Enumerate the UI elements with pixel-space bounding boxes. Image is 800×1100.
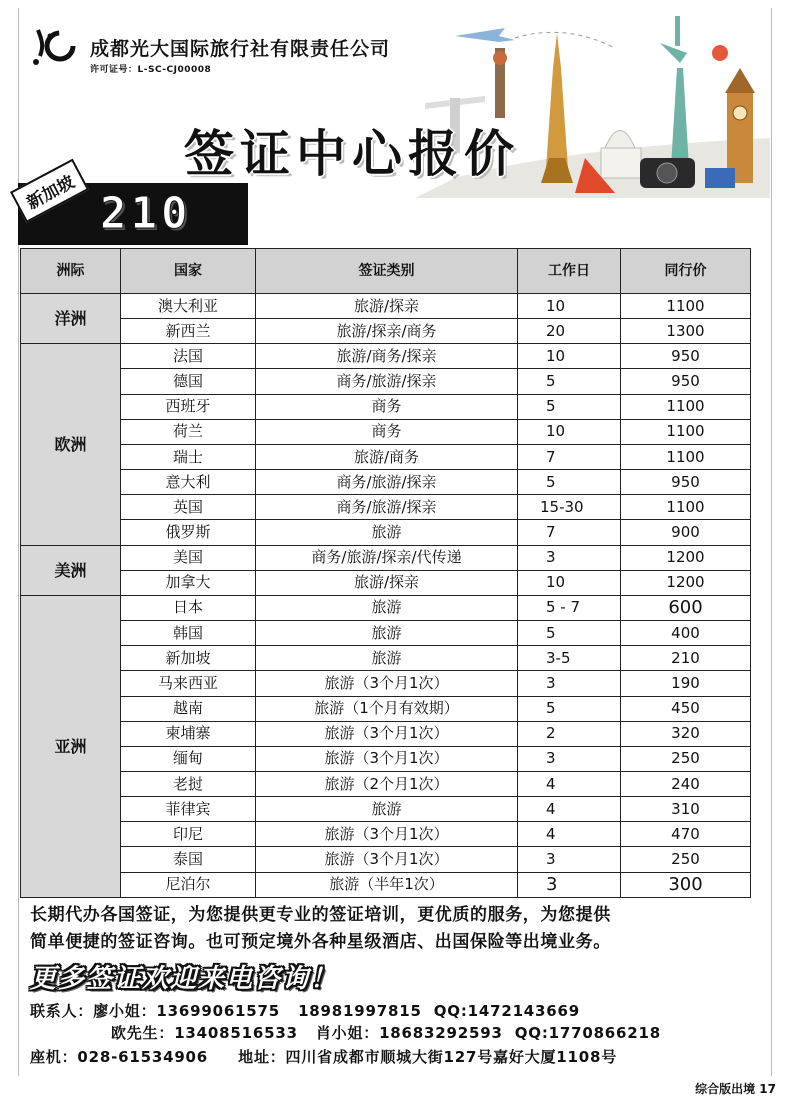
workdays-cell: 3 xyxy=(518,847,621,872)
header-price: 同行价 xyxy=(621,249,751,294)
visa-type-cell: 旅游 xyxy=(256,621,518,646)
price-cell: 250 xyxy=(621,746,751,771)
price-cell: 470 xyxy=(621,822,751,847)
price-cell: 240 xyxy=(621,771,751,796)
table-row xyxy=(21,470,751,495)
price-cell: 1100 xyxy=(621,394,751,419)
table-row xyxy=(21,444,751,469)
header-continent: 洲际 xyxy=(21,249,121,294)
page-footer: 综合版出境 17 xyxy=(695,1082,776,1096)
price-cell: 900 xyxy=(621,520,751,545)
visa-type-cell: 商务 xyxy=(256,419,518,444)
table-row xyxy=(21,771,751,796)
workdays-cell: 5 xyxy=(518,394,621,419)
table-row xyxy=(21,847,751,872)
price-cell: 1100 xyxy=(621,444,751,469)
price-cell: 210 xyxy=(621,646,751,671)
visa-type-cell: 旅游（3个月1次） xyxy=(256,671,518,696)
notice-line-2: 简单便捷的签证咨询。也可预定境外各种星级酒店、出国保险等出境业务。 xyxy=(30,932,611,952)
table-row xyxy=(21,319,751,344)
country-cell: 菲律宾 xyxy=(121,797,256,822)
country-cell: 韩国 xyxy=(121,621,256,646)
country-cell: 日本 xyxy=(121,595,256,620)
visa-type-cell: 商务/旅游/探亲 xyxy=(256,470,518,495)
workdays-cell: 4 xyxy=(518,822,621,847)
country-cell: 西班牙 xyxy=(121,394,256,419)
visa-type-cell: 旅游 xyxy=(256,520,518,545)
visa-type-cell: 旅游 xyxy=(256,595,518,620)
workdays-cell: 5 xyxy=(518,696,621,721)
price-cell: 320 xyxy=(621,721,751,746)
table-row xyxy=(21,394,751,419)
workdays-cell: 7 xyxy=(518,520,621,545)
table-row xyxy=(21,872,751,897)
visa-type-cell: 旅游/商务 xyxy=(256,444,518,469)
price-cell: 300 xyxy=(621,872,751,897)
country-cell: 英国 xyxy=(121,495,256,520)
country-cell: 泰国 xyxy=(121,847,256,872)
page-title: 签证中心报价 xyxy=(184,125,520,183)
table-row xyxy=(21,419,751,444)
service-notice xyxy=(30,902,760,956)
singapore-tag: 新加坡 xyxy=(10,159,89,223)
call-to-action: 更多签证欢迎来电咨询！ xyxy=(30,964,339,994)
contact-line-1: 联系人：廖小姐：13699061575 18981997815 QQ:1472143669 xyxy=(30,1002,580,1020)
country-cell: 新西兰 xyxy=(121,319,256,344)
table-row xyxy=(21,294,751,319)
price-cell: 190 xyxy=(621,671,751,696)
workdays-cell: 10 xyxy=(518,570,621,595)
license-number: 许可证号：L-SC-CJ00008 xyxy=(90,65,212,75)
country-cell: 尼泊尔 xyxy=(121,872,256,897)
table-row xyxy=(21,646,751,671)
visa-type-cell: 旅游 xyxy=(256,646,518,671)
notice-line-1: 长期代办各国签证，为您提供更专业的签证培训，更优质的服务，为您提供 xyxy=(30,905,611,925)
workdays-cell: 20 xyxy=(518,319,621,344)
singapore-price: 210 xyxy=(100,188,192,239)
workdays-cell: 3 xyxy=(518,872,621,897)
price-cell: 600 xyxy=(621,595,751,620)
contact-line-3: 座机：028-61534906 地址：四川省成都市顺城大街127号嘉好大厦1108号 xyxy=(30,1048,618,1066)
country-cell: 澳大利亚 xyxy=(121,294,256,319)
visa-type-cell: 旅游（1个月有效期） xyxy=(256,696,518,721)
table-row xyxy=(21,696,751,721)
table-row xyxy=(21,545,751,570)
continent-cell: 亚洲 xyxy=(21,595,121,897)
country-cell: 意大利 xyxy=(121,470,256,495)
price-cell: 950 xyxy=(621,369,751,394)
continent-cell: 洋洲 xyxy=(21,294,121,344)
price-cell: 1200 xyxy=(621,545,751,570)
price-cell: 450 xyxy=(621,696,751,721)
workdays-cell: 15-30 xyxy=(518,495,621,520)
country-cell: 加拿大 xyxy=(121,570,256,595)
workdays-cell: 4 xyxy=(518,771,621,796)
table-row xyxy=(21,621,751,646)
country-cell: 俄罗斯 xyxy=(121,520,256,545)
country-cell: 马来西亚 xyxy=(121,671,256,696)
continent-cell: 美洲 xyxy=(21,545,121,595)
workdays-cell: 7 xyxy=(518,444,621,469)
visa-type-cell: 旅游（3个月1次） xyxy=(256,746,518,771)
workdays-cell: 5 - 7 xyxy=(518,595,621,620)
country-cell: 印尼 xyxy=(121,822,256,847)
table-row xyxy=(21,746,751,771)
country-cell: 柬埔寨 xyxy=(121,721,256,746)
table-row xyxy=(21,520,751,545)
visa-type-cell: 旅游/商务/探亲 xyxy=(256,344,518,369)
workdays-cell: 10 xyxy=(518,344,621,369)
visa-type-cell: 旅游/探亲 xyxy=(256,570,518,595)
country-cell: 荷兰 xyxy=(121,419,256,444)
price-cell: 1300 xyxy=(621,319,751,344)
continent-cell: 欧洲 xyxy=(21,344,121,545)
visa-type-cell: 商务/旅游/探亲/代传递 xyxy=(256,545,518,570)
price-cell: 1100 xyxy=(621,294,751,319)
table-header-row xyxy=(21,249,751,294)
visa-price-table xyxy=(20,248,751,898)
visa-type-cell: 旅游（3个月1次） xyxy=(256,721,518,746)
contact-line-2: 欧先生：13408516533 肖小姐：18683292593 QQ:1770866218 xyxy=(111,1024,661,1042)
price-cell: 400 xyxy=(621,621,751,646)
workdays-cell: 3 xyxy=(518,545,621,570)
visa-type-cell: 旅游（半年1次） xyxy=(256,872,518,897)
country-cell: 老挝 xyxy=(121,771,256,796)
workdays-cell: 3 xyxy=(518,671,621,696)
country-cell: 缅甸 xyxy=(121,746,256,771)
workdays-cell: 5 xyxy=(518,470,621,495)
country-cell: 法国 xyxy=(121,344,256,369)
table-row xyxy=(21,495,751,520)
company-logo xyxy=(30,22,80,68)
table-row xyxy=(21,671,751,696)
country-cell: 越南 xyxy=(121,696,256,721)
visa-type-cell: 旅游/探亲/商务 xyxy=(256,319,518,344)
workdays-cell: 4 xyxy=(518,797,621,822)
price-cell: 250 xyxy=(621,847,751,872)
header-visa-type: 签证类别 xyxy=(256,249,518,294)
price-cell: 950 xyxy=(621,344,751,369)
table-row xyxy=(21,344,751,369)
visa-type-cell: 旅游（3个月1次） xyxy=(256,822,518,847)
workdays-cell: 5 xyxy=(518,369,621,394)
visa-type-cell: 商务 xyxy=(256,394,518,419)
country-cell: 美国 xyxy=(121,545,256,570)
price-cell: 310 xyxy=(621,797,751,822)
workdays-cell: 3-5 xyxy=(518,646,621,671)
visa-type-cell: 旅游（3个月1次） xyxy=(256,847,518,872)
visa-type-cell: 商务/旅游/探亲 xyxy=(256,369,518,394)
table-row xyxy=(21,797,751,822)
price-cell: 1100 xyxy=(621,419,751,444)
workdays-cell: 10 xyxy=(518,419,621,444)
country-cell: 德国 xyxy=(121,369,256,394)
workdays-cell: 10 xyxy=(518,294,621,319)
table-row xyxy=(21,595,751,620)
visa-type-cell: 旅游（2个月1次） xyxy=(256,771,518,796)
workdays-cell: 3 xyxy=(518,746,621,771)
country-cell: 瑞士 xyxy=(121,444,256,469)
price-cell: 1100 xyxy=(621,495,751,520)
price-cell: 1200 xyxy=(621,570,751,595)
visa-type-cell: 旅游/探亲 xyxy=(256,294,518,319)
visa-type-cell: 商务/旅游/探亲 xyxy=(256,495,518,520)
workdays-cell: 2 xyxy=(518,721,621,746)
company-name: 成都光大国际旅行社有限责任公司 xyxy=(90,38,391,60)
header-workdays: 工作日 xyxy=(518,249,621,294)
country-cell: 新加坡 xyxy=(121,646,256,671)
visa-type-cell: 旅游 xyxy=(256,797,518,822)
header-country: 国家 xyxy=(121,249,256,294)
workdays-cell: 5 xyxy=(518,621,621,646)
price-cell: 950 xyxy=(621,470,751,495)
table-row xyxy=(21,721,751,746)
table-row xyxy=(21,570,751,595)
table-row xyxy=(21,369,751,394)
table-row xyxy=(21,822,751,847)
